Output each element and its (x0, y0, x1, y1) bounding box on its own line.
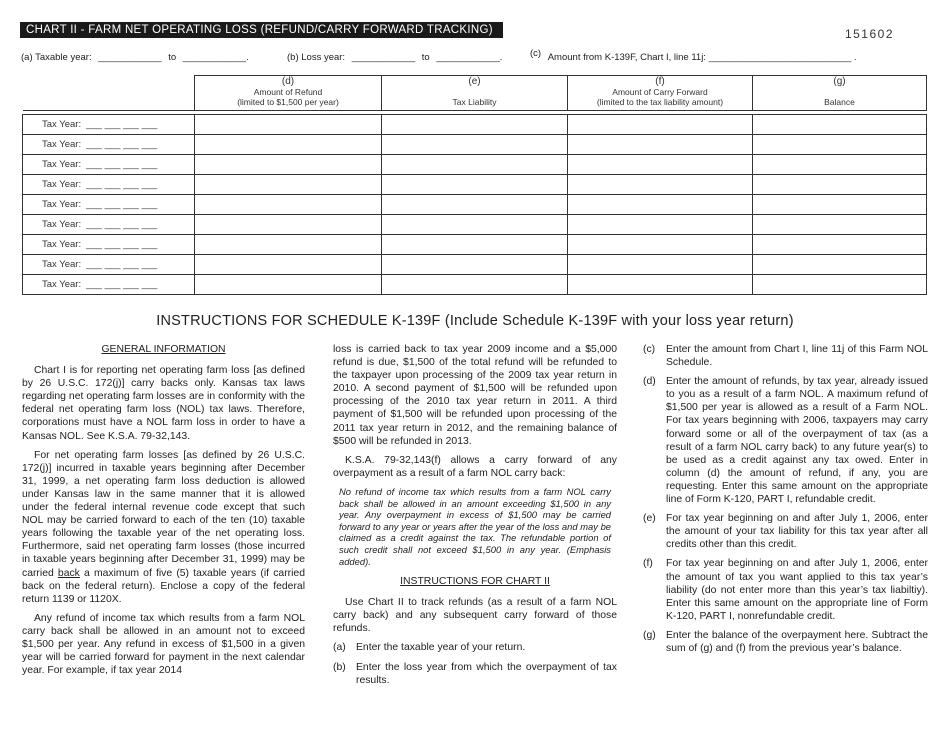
col-f-header (568, 76, 753, 111)
col-d-letter: (d) (281, 76, 295, 87)
amount-c-label: (c) (530, 48, 542, 59)
table-header-row (23, 76, 927, 111)
taxable-year-label: (a) Taxable year: (21, 52, 92, 63)
amount-field[interactable]: ___________________________ . (708, 52, 857, 63)
tracking-table (22, 75, 927, 295)
loss-year-to-label: to (421, 52, 430, 63)
instruction-item-label: (f) (643, 558, 653, 570)
col-g-input-cell[interactable] (753, 235, 927, 255)
statute-quote: No refund of income tax which results from a farm NOL carry back shall be allowed in an amount exceeding $1,500 in any year. Any overpayment in excess of $1,500 may be carried forward to any year or years after the year of the loss and may be claimed as a credit against the tax. The refundable portion of such credit shall not exceed $1,500 in any year. (Emphasis added). (339, 485, 611, 567)
col-d-line2: (limited to $1,500 per year) (237, 97, 339, 107)
col-g-line2: Balance (824, 97, 855, 107)
instruction-item-c (643, 343, 928, 369)
instruction-item-a (333, 641, 617, 654)
tax-year-cell (23, 155, 195, 175)
col-e-line2: Tax Liability (452, 97, 497, 107)
col-g-input-cell[interactable] (753, 255, 927, 275)
chart-ii-instructions-heading: INSTRUCTIONS FOR CHART II (400, 576, 550, 588)
table-row (23, 175, 927, 195)
chart-title: CHART II - FARM NET OPERATING LOSS (REFUND/CARRY FORWARD TRACKING) (20, 22, 503, 38)
col-g-input-cell[interactable] (753, 135, 927, 155)
form-number: 151602 (844, 27, 894, 41)
tax-year-label: Tax Year: (42, 279, 82, 290)
instruction-item-text: Enter the amount of refunds, by tax year, already issued to you as a result of a farm NOL. A maximum refund of $1,500 per year is allowed as a result of a Farm NOL. For tax years beginning with 2006, taxpayers may carry forward some or all of the overpayment of tax (as a result of a farm NOL carry back) to any future year(s) to be used as a credit against any tax owed. Enter in column (d) the amount of refund, if any, you are requesting. Enter this same amount on the appropriate line of Form K-120, PART I, refundable credit. (666, 376, 928, 506)
col-e-line1 (382, 87, 567, 97)
instruction-item-label: (g) (643, 629, 656, 641)
col-e-input-cell[interactable] (382, 175, 568, 195)
col-e-input-cell[interactable] (382, 255, 568, 275)
col-f-input-cell[interactable] (568, 195, 753, 215)
tax-year-field[interactable]: ___ ___ ___ ___ (86, 199, 158, 210)
col-f-input-cell[interactable] (568, 175, 753, 195)
col-d-input-cell[interactable] (195, 255, 382, 275)
instruction-item-text: For tax year beginning on and after July 1, 2006, enter the amount of your tax liability for this tax year after all credits other than this credit. (666, 513, 928, 551)
col2-paragraph-2: K.S.A. 79-32,143(f) allows a carry forward of any overpayment as a result of a farm NOL carry back: (333, 454, 617, 479)
col-f-input-cell[interactable] (568, 135, 753, 155)
tax-year-cell (23, 175, 195, 195)
taxable-year-to-label: to (168, 52, 177, 63)
col-f-line1: Amount of Carry Forward (612, 87, 708, 97)
col-d-input-cell[interactable] (195, 155, 382, 175)
tax-year-cell (23, 115, 195, 135)
tax-year-cell (23, 275, 195, 295)
col-f-line2: (limited to the tax liability amount) (596, 97, 724, 107)
taxable-year-to-field[interactable]: ____________. (182, 52, 249, 63)
tax-year-field[interactable]: ___ ___ ___ ___ (86, 159, 158, 170)
col-g-input-cell[interactable] (753, 115, 927, 135)
general-paragraph-2-emphasis: back (57, 567, 80, 579)
tax-year-label: Tax Year: (42, 179, 82, 190)
instruction-item-label: (d) (643, 376, 656, 388)
tax-year-field[interactable]: ___ ___ ___ ___ (86, 239, 158, 250)
col-g-header (753, 76, 927, 111)
instructions-column-1 (22, 343, 305, 683)
tax-year-label: Tax Year: (42, 239, 82, 250)
tax-year-label: Tax Year: (42, 139, 82, 150)
tax-year-label: Tax Year: (42, 159, 82, 170)
header-blank-cell (23, 76, 195, 111)
tax-year-field[interactable]: ___ ___ ___ ___ (86, 139, 158, 150)
col-e-input-cell[interactable] (382, 135, 568, 155)
instruction-item-d (643, 375, 928, 506)
tax-year-field[interactable]: ___ ___ ___ ___ (86, 219, 158, 230)
instructions-title: INSTRUCTIONS FOR SCHEDULE K-139F (Include Schedule K-139F with your loss year return) (156, 313, 794, 329)
col-d-line1: Amount of Refund (253, 87, 323, 97)
col-f-input-cell[interactable] (568, 255, 753, 275)
tax-year-cell (23, 215, 195, 235)
general-paragraph-3: Any refund of income tax which results from a farm NOL carry back shall be allowed in an amount not to exceed $1,500 per year. Any refund in excess of $1,500 in a given year will be carried forward for payment in the next calendar year. For example, if tax year 2014 (22, 612, 305, 677)
col-e-input-cell[interactable] (382, 215, 568, 235)
general-information-heading: GENERAL INFORMATION (101, 344, 226, 355)
instruction-item-label: (e) (643, 513, 656, 525)
tax-year-field[interactable]: ___ ___ ___ ___ (86, 179, 158, 190)
col-f-input-cell[interactable] (568, 275, 753, 295)
taxable-year-line (21, 52, 249, 63)
table-row (23, 115, 927, 135)
general-paragraph-2-part1: For net operating farm losses [as defined by 26 U.S.C. 172(j)] incurred in taxable years beginning after December 31, 1999, a net operating farm loss deduction is allowed under Kansas law in the same manner that it is allowed under the federal internal revenue code except that such NOL may be carried forward to each of the ten (10) taxable years following the taxable year of the net operating loss. Furthermore, said net operating farm losses (those incurred in taxable years beginning after December 31, 1999) may be carried (22, 449, 305, 579)
amount-label: Amount from K-139F, Chart I, line 11j: (547, 52, 706, 63)
col-f-input-cell[interactable] (568, 215, 753, 235)
loss-year-line (287, 52, 502, 63)
col-f-input-cell[interactable] (568, 155, 753, 175)
col2-paragraph-1: loss is carried back to tax year 2009 income and a $5,000 refund is due, $1,500 of the total refund will be refunded to the taxpayer upon processing of the 2009 tax year return in 2010. A second payment of $1,500 will be refunded upon processing of the 2010 tax year return in 2011. A third payment of $1,500 will be refunded upon processing of the 2011 tax year return in 2012, and the remaining balance of $500 will be refunded in 2013. (333, 344, 617, 447)
loss-year-label: (b) Loss year: (287, 52, 346, 63)
col-d-input-cell[interactable] (195, 135, 382, 155)
col-d-input-cell[interactable] (195, 175, 382, 195)
col-d-input-cell[interactable] (195, 275, 382, 295)
col-e-input-cell[interactable] (382, 275, 568, 295)
col-g-line1 (753, 87, 926, 97)
instruction-item-text: For tax year beginning on and after July 1, 2006, enter the amount of tax you want applied to this tax year’s liability (do not enter more than this year’s tax liabiltiy). Enter this same amount on the appropriate line of Form K-120, PART I, nonrefundable credit. (666, 558, 928, 622)
loss-year-to-field[interactable]: ____________. (436, 52, 503, 63)
col-e-input-cell[interactable] (382, 155, 568, 175)
instruction-item-label: (a) (333, 642, 346, 654)
general-paragraph-2 (22, 449, 305, 606)
col-g-input-cell[interactable] (753, 175, 927, 195)
col2-paragraph-3: Use Chart II to track refunds (as a result of a farm NOL carry back) and any subsequent carry forward of those refunds. (333, 597, 617, 635)
tax-year-field[interactable]: ___ ___ ___ ___ (86, 279, 158, 290)
col-e-letter: (e) (468, 76, 481, 87)
table-row (23, 235, 927, 255)
general-paragraph-1: Chart I is for reporting net operating farm loss [as defined by 26 U.S.C. 172(j)] carry backs only. Kansas tax laws regarding net operating farm losses are in conformity with the federal net operating farm loss (NOL) tax laws. Therefore, corporations must have a NOL farm loss in order to have a Kansas NOL. See K.S.A. 79-32,143. (22, 365, 305, 442)
instruction-item-e (643, 512, 928, 551)
tax-year-label: Tax Year: (42, 119, 82, 130)
tax-year-label: Tax Year: (42, 259, 82, 270)
col-g-input-cell[interactable] (753, 195, 927, 215)
instruction-item-label: (c) (643, 344, 656, 355)
col-e-header (382, 76, 568, 111)
col-f-input-cell[interactable] (568, 115, 753, 135)
table-row (23, 155, 927, 175)
tax-year-cell (23, 255, 195, 275)
col-f-letter: (f) (655, 76, 665, 87)
col-g-input-cell[interactable] (753, 275, 927, 295)
col-d-input-cell[interactable] (195, 195, 382, 215)
taxable-year-from-field[interactable]: ____________ (98, 52, 162, 63)
tax-year-field[interactable]: ___ ___ ___ ___ (86, 259, 158, 270)
col-d-input-cell[interactable] (195, 115, 382, 135)
instruction-item-b (333, 661, 617, 687)
tax-year-label: Tax Year: (42, 219, 82, 230)
tax-year-label: Tax Year: (42, 199, 82, 210)
tax-year-cell (23, 135, 195, 155)
instruction-item-label: (b) (333, 661, 346, 673)
tax-year-cell (23, 195, 195, 215)
instructions-column-2 (333, 343, 617, 693)
table-row (23, 275, 927, 295)
instruction-item-text: Enter the amount from Chart I, line 11j of this Farm NOL Schedule. (666, 344, 928, 369)
col-d-input-cell[interactable] (195, 235, 382, 255)
tax-year-field[interactable]: ___ ___ ___ ___ (86, 119, 158, 130)
col-f-input-cell[interactable] (568, 235, 753, 255)
col-e-input-cell[interactable] (382, 235, 568, 255)
instruction-item-text: Enter the loss year from which the overpayment of tax results. (356, 661, 617, 686)
col-g-input-cell[interactable] (753, 215, 927, 235)
tax-year-cell (23, 235, 195, 255)
col-d-input-cell[interactable] (195, 215, 382, 235)
instruction-item-text: Enter the balance of the overpayment here. Subtract the sum of (g) and (f) from the previous year’s balance. (666, 629, 928, 654)
instruction-item-g (643, 629, 928, 655)
col-e-input-cell[interactable] (382, 115, 568, 135)
col-g-input-cell[interactable] (753, 155, 927, 175)
amount-line (530, 48, 857, 63)
col-e-input-cell[interactable] (382, 195, 568, 215)
col-g-letter: (g) (833, 76, 846, 87)
table-row (23, 135, 927, 155)
table-row (23, 215, 927, 235)
general-paragraph-2-part2: a maximum of five (5) taxable years (if carried back on the federal return). Enclose a copy of the federal return 1139 or 1120X. (22, 567, 305, 605)
table-row (23, 255, 927, 275)
col-d-header (195, 76, 382, 111)
loss-year-from-field[interactable]: ____________ (351, 52, 416, 63)
instruction-item-text: Enter the taxable year of your return. (356, 642, 526, 654)
table-row (23, 195, 927, 215)
instructions-column-3 (643, 343, 928, 661)
instruction-item-f (643, 557, 928, 622)
